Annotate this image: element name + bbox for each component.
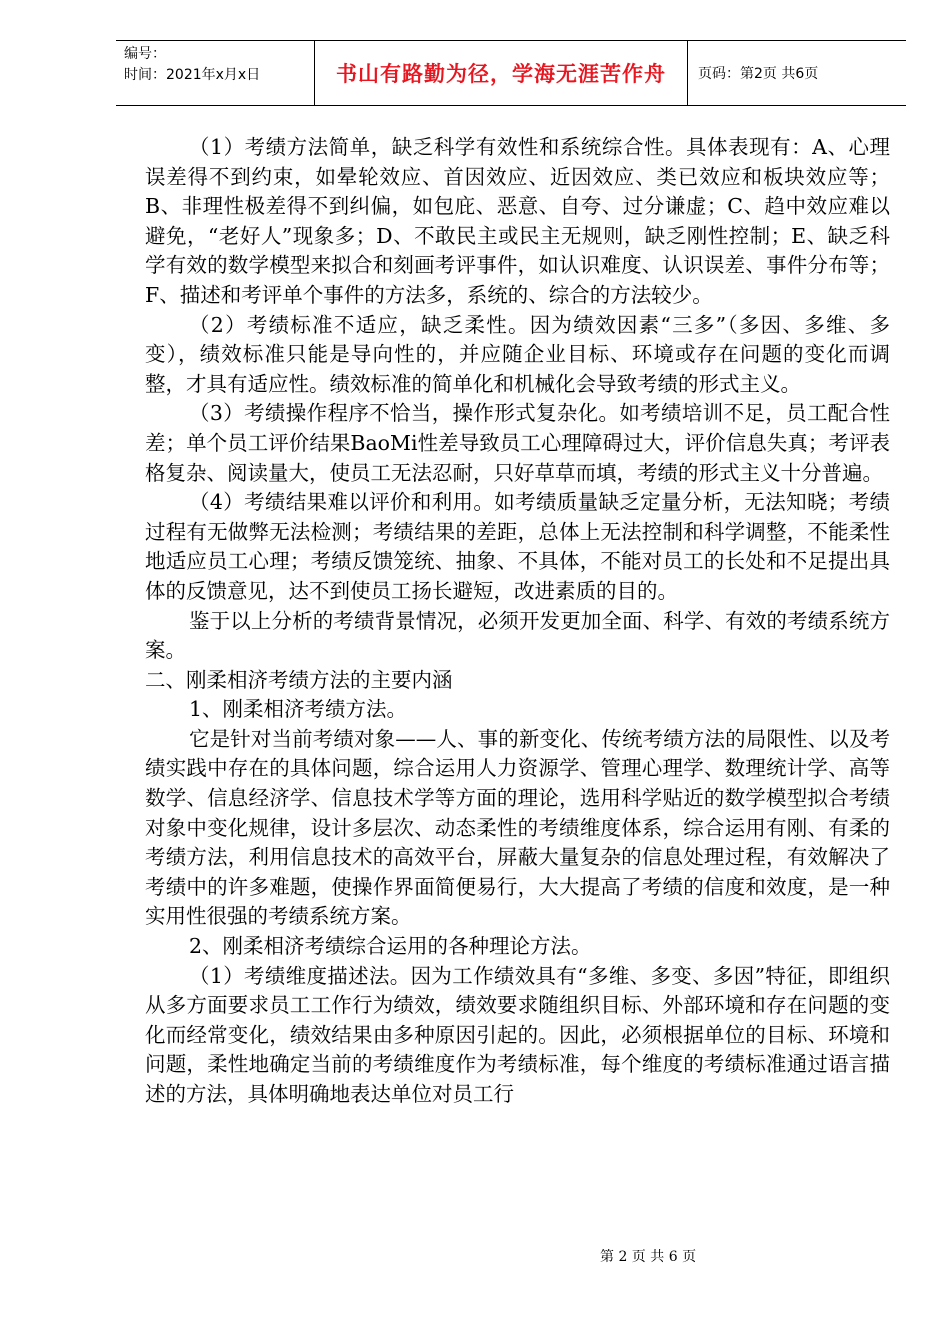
header-motto-cell bbox=[315, 41, 688, 106]
header-page-cell bbox=[688, 41, 907, 106]
paragraph: （1）考绩方法简单，缺乏科学有效性和系统综合性。具体表现有：A、心理误差得不到约束，如晕轮效应、首因效应、近因效应、类已效应和板块效应等；B、非理性极差得不到纠偏，如包庇、恶意、自夸、过分谦虚；C、趋中效应难以避免，“老好人”现象多；D、不敢民主或民主无规则，缺乏刚性控制；E、缺乏科学有效的数学模型来拟合和刻画考评事件，如认识难度、认识误差、事件分布等；F、描述和考评单个事件的方法多，系统的、综合的方法较少。 bbox=[145, 135, 890, 307]
page-footer: 第 2 页 共 6 页 bbox=[600, 1249, 697, 1265]
section-heading: 二、刚柔相济考绩方法的主要内涵 bbox=[145, 667, 453, 692]
document-body bbox=[145, 133, 890, 1110]
paragraph: 它是针对当前考绩对象——人、事的新变化、传统考绩方法的局限性、以及考绩实践中存在的具体问题，综合运用人力资源学、管理心理学、数理统计学、高等数学、信息经济学、信息技术学等方面的理论，选用科学贴近的数学模型拟合考绩对象中变化规律，设计多层次、动态柔性的考绩维度体系，综合运用有刚、有柔的考绩方法，利用信息技术的高效平台，屏蔽大量复杂的信息处理过程，有效解决了考绩中的许多难题，使操作界面简便易行，大大提高了考绩的信度和效度，是一种实用性很强的考绩系统方案。 bbox=[145, 726, 890, 929]
paragraph: （2）考绩标准不适应，缺乏柔性。因为绩效因素“三多”（多因、多维、多变），绩效标准只能是导向性的，并应随企业目标、环境或存在问题的变化而调整，才具有适应性。绩效标准的简单化和机械化会导致考绩的形式主义。 bbox=[145, 312, 890, 396]
paragraph: 鉴于以上分析的考绩背景情况，必须开发更加全面、科学、有效的考绩系统方案。 bbox=[145, 608, 890, 663]
subsection-heading: 1、刚柔相济考绩方法。 bbox=[189, 697, 408, 722]
paragraph: （3）考绩操作程序不恰当，操作形式复杂化。如考绩培训不足，员工配合性差；单个员工评价结果BaoMi性差导致员工心理障碍过大，评价信息失真；考评表格复杂、阅读量大，使员工无法忍耐，只好草草而填，考绩的形式主义十分普遍。 bbox=[145, 401, 890, 485]
document-header bbox=[116, 40, 906, 106]
time-label: 时间：2021年x月x日 bbox=[124, 67, 261, 83]
header-meta-cell bbox=[116, 41, 315, 106]
header-page-info: 页码：第2页 共6页 bbox=[698, 66, 819, 82]
number-label: 编号： bbox=[124, 46, 166, 62]
subsection-heading: 2、刚柔相济考绩综合运用的各种理论方法。 bbox=[189, 934, 592, 959]
motto: 书山有路勤为径，学海无涯苦作舟 bbox=[336, 61, 666, 86]
paragraph: （1）考绩维度描述法。因为工作绩效具有“多维、多变、多因”特征，即组织从多方面要求员工工作行为绩效，绩效要求随组织目标、外部环境和存在问题的变化而经常变化，绩效结果由多种原因引起的。因此，必须根据单位的目标、环境和问题，柔性地确定当前的考绩维度作为考绩标准，每个维度的考绩标准通过语言描述的方法，具体明确地表达单位对员工行 bbox=[145, 963, 890, 1106]
paragraph: （4）考绩结果难以评价和利用。如考绩质量缺乏定量分析，无法知晓；考绩过程有无做弊无法检测；考绩结果的差距，总体上无法控制和科学调整，不能柔性地适应员工心理；考绩反馈笼统、抽象、不具体，不能对员工的长处和不足提出具体的反馈意见，达不到使员工扬长避短，改进素质的目的。 bbox=[145, 490, 890, 603]
